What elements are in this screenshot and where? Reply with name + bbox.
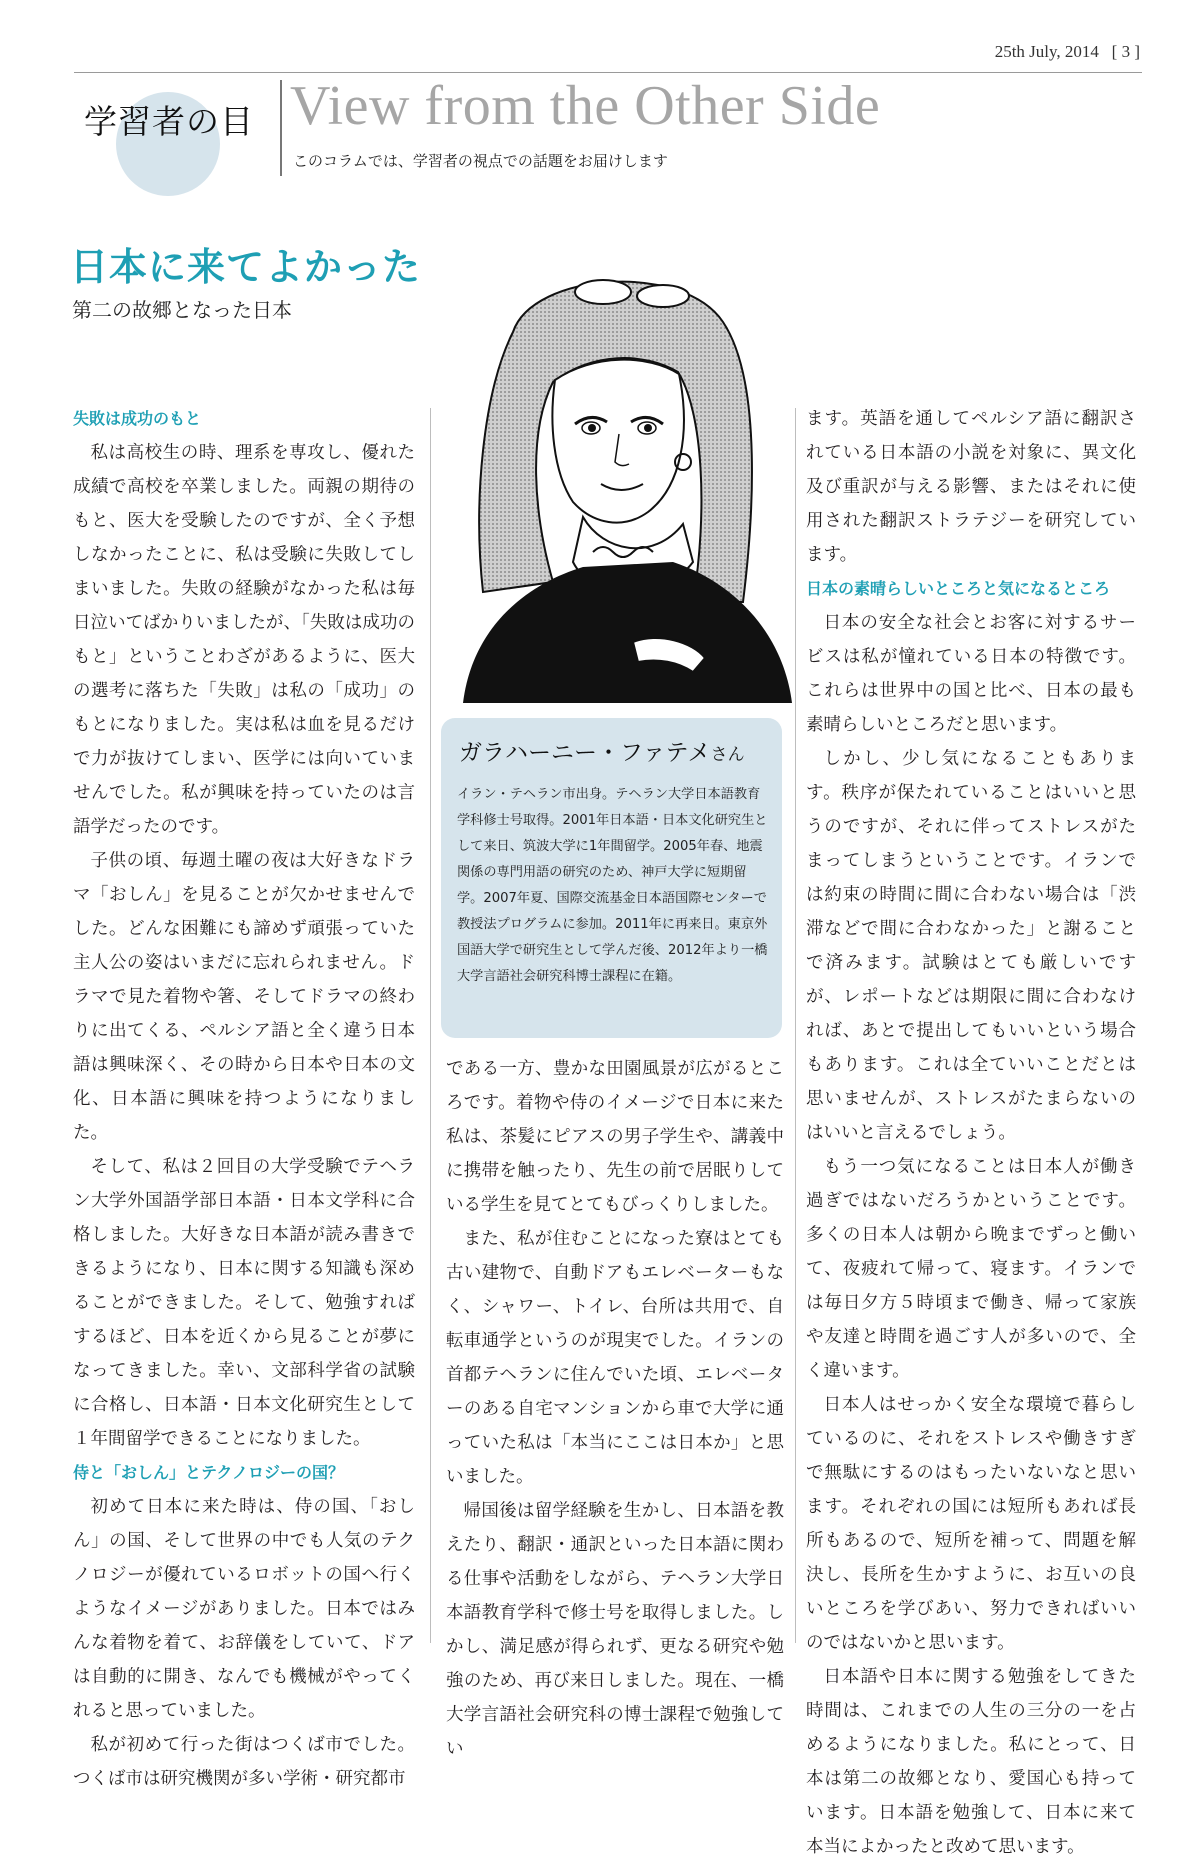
column-title-en: View from the Other Side: [290, 75, 881, 137]
article-column-2: [446, 1052, 784, 1766]
header-vertical-divider: [280, 80, 282, 176]
paragraph: しかし、少し気になることもあります。秩序が保たれていることはいいと思うのですが、それに伴ってストレスがたまってしまうということです。イランでは約束の時間に間に合わない場合は「渋滞などで間に合わなかった」と謝ることで済みます。試験はとても厳しいですが、レポートなどは期限に間に合わなければ、あとで提出してもいいという場合もあります。これは全ていいことだとは思いませんが、ストレスがたまらないのはいいと言えるでしょう。: [806, 749, 1136, 1143]
paragraph: 私が初めて行った街はつくば市でした。つくば市は研究機関が多い学術・研究都市: [73, 1735, 415, 1789]
article-column-1: [73, 402, 415, 1796]
column-description: このコラムでは、学習者の視点での話題をお届けします: [293, 152, 668, 170]
profile-name: [459, 734, 745, 767]
profile-name-text: ガラハーニー・ファテメ: [459, 740, 711, 766]
section-heading: 日本の素晴らしいところと気になるところ: [806, 579, 1111, 598]
article-title: 日本に来てよかった: [70, 245, 422, 289]
article-subtitle: 第二の故郷となった日本: [72, 298, 292, 322]
paragraph: 日本の安全な社会とお客に対するサービスは私が憧れている日本の特徴です。これらは世界中の国と比べ、日本の最も素晴らしいところだと思います。: [806, 613, 1136, 735]
section-heading: 侍と「おしん」とテクノロジーの国？: [73, 1463, 345, 1482]
paragraph: 日本語や日本に関する勉強をしてきた時間は、これまでの人生の三分の一を占めるようになりました。私にとって、日本は第二の故郷となり、愛国心も持っています。日本語を勉強して、日本に来て本当によかったと改めて思います。: [806, 1667, 1136, 1857]
page-number: [ 3 ]: [1111, 42, 1140, 61]
paragraph: もう一つ気になることは日本人が働き過ぎではないだろうかということです。多くの日本人は朝から晩までずっと働いて、夜疲れて帰って、寝ます。イランでは毎日夕方５時頃まで働き、帰って家族や友達と時間を過ごす人が多いので、全く違います。: [806, 1157, 1136, 1381]
issue-date: [995, 42, 1140, 62]
profile-bio: イラン・テヘラン市出身。テヘラン大学日本語教育学科修士号取得。2001年日本語・日本文化研究生として来日、筑波大学に1年間留学。2005年春、地震関係の専門用語の研究のため、神戸大学に短期留学。2007年夏、国際交流基金日本語国際センターで教授法プログラムに参加。2011年に再来日。東京外国語大学で研究生として学んだ後、2012年より一橋大学言語社会研究科博士課程に在籍。: [457, 787, 768, 984]
paragraph: 日本人はせっかく安全な環境で暮らしているのに、それをストレスや働きすぎで無駄にするのはもったいないなと思います。それぞれの国には短所もあれば長所もあるので、短所を補って、問題を解決し、長所を生かすように、お互いの良いところを学びあい、努力できればいいのではないかと思います。: [806, 1395, 1136, 1653]
column-divider: [430, 408, 431, 1643]
profile-box: [441, 718, 782, 1038]
paragraph: そして、私は２回目の大学受験でテヘラン大学外国語学部日本語・日本文学科に合格しました。大好きな日本語が読み書きできるようになり、日本に関する知識も深めることができました。そして、勉強すればするほど、日本を近くから見ることが夢になってきました。幸い、文部科学省の試験に合格し、日本語・日本文化研究生として１年間留学できることになりました。: [73, 1157, 415, 1449]
article-column-3: [806, 402, 1136, 1864]
column-title-jp: 学習者の目: [84, 102, 254, 141]
paragraph: 帰国後は留学経験を生かし、日本語を教えたり、翻訳・通訳といった日本語に関わる仕事や活動をしながら、テヘラン大学日本語教育学科で修士号を取得しました。しかし、満足感が得られず、更なる研究や勉強のため、再び来日しました。現在、一橋大学言語社会研究科の博士課程で勉強してい: [446, 1501, 784, 1759]
profile-honorific: さん: [710, 745, 745, 765]
portrait-illustration: [443, 262, 792, 703]
date-text: 25th July, 2014: [994, 42, 1099, 61]
paragraph: また、私が住むことになった寮はとても古い建物で、自動ドアもエレベーターもなく、シャワー、トイレ、台所は共用で、自転車通学というのが現実でした。イランの首都テヘランに住んでいた頃、エレベーターのある自宅マンションから車で大学に通っていた私は「本当にここは日本か」と思いました。: [446, 1229, 784, 1487]
paragraph: である一方、豊かな田園風景が広がるところです。着物や侍のイメージで日本に来た私は、茶髪にピアスの男子学生や、講義中に携帯を触ったり、先生の前で居眠りしている学生を見てとてもびっくりしました。: [446, 1059, 784, 1215]
paragraph: 子供の頃、毎週土曜の夜は大好きなドラマ「おしん」を見ることが欠かせませんでした。どんな困難にも諦めず頑張っていた主人公の姿はいまだに忘れられません。ドラマで見た着物や箸、そしてドラマの終わりに出てくる、ペルシア語と全く違う日本語は興味深く、その時から日本や日本の文化、日本語に興味を持つようになりました。: [73, 851, 415, 1143]
header-divider: [74, 72, 1142, 73]
section-heading: 失敗は成功のもと: [73, 409, 202, 428]
paragraph: 初めて日本に来た時は、侍の国、「おしん」の国、そして世界の中でも人気のテクノロジーが優れているロボットの国へ行くようなイメージがありました。日本ではみんな着物を着て、お辞儀をしていて、ドアは自動的に開き、なんでも機械がやってくれると思っていました。: [73, 1497, 415, 1721]
column-divider: [795, 408, 796, 1643]
paragraph: 私は高校生の時、理系を専攻し、優れた成績で高校を卒業しました。両親の期待のもと、医大を受験したのですが、全く予想しなかったことに、私は受験に失敗してしまいました。失敗の経験がなかった私は毎日泣いてばかりいましたが、「失敗は成功のもと」ということわざがあるように、医大の選考に落ちた「失敗」は私の「成功」のもとになりました。実は私は血を見るだけで力が抜けてしまい、医学には向いていませんでした。私が興味を持っていたのは言語学だったのです。: [73, 443, 415, 837]
paragraph: ます。英語を通してペルシア語に翻訳されている日本語の小説を対象に、異文化及び重訳が与える影響、またはそれに使用された翻訳ストラテジーを研究しています。: [806, 409, 1136, 565]
